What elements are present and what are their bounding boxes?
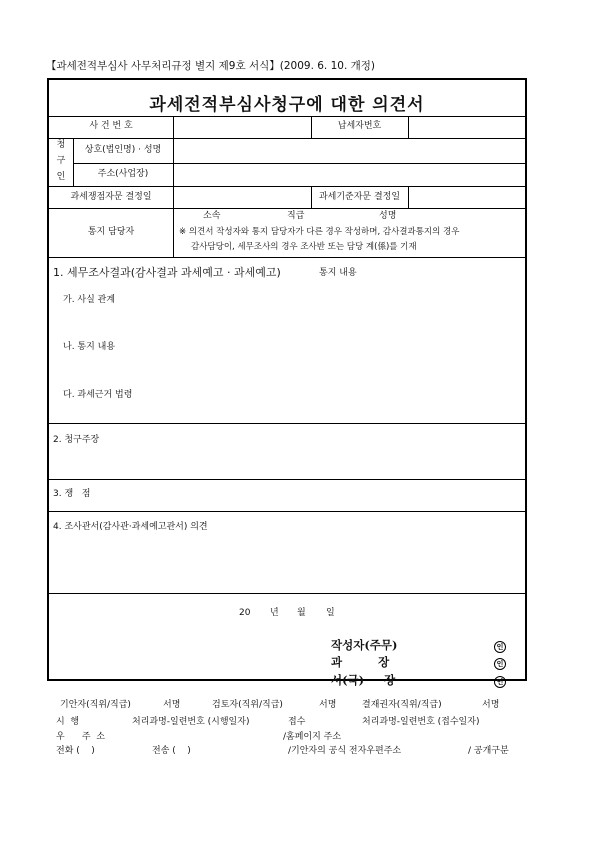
footer-enforce-no: 처리과명-일련번호 (시행일자) — [132, 717, 250, 727]
footer-receipt-no: 처리과명-일련번호 (접수일자) — [362, 717, 480, 727]
notice-note-line2: 감사담당이, 세무조사의 경우 조사반 또는 담당 계(係)를 기재 — [191, 242, 417, 252]
rule — [49, 479, 525, 480]
seal-icon: 인 — [494, 658, 506, 670]
rule — [49, 186, 525, 187]
claimant-address-label: 주소(사업장) — [97, 169, 149, 179]
rule — [49, 138, 525, 139]
section3-heading: 3. 쟁 점 — [53, 489, 91, 499]
claimant-side-1: 청 — [56, 140, 66, 150]
notice-note-line1: ※ 의견서 작성자와 통지 담당자가 다른 경우 작성하며, 감사결과통지의 경우 — [179, 227, 460, 237]
signature-chief: 과 장 — [331, 655, 390, 669]
footer-reviewer: 검토자(직위/직급) — [212, 700, 283, 710]
form-header: 【과세전적부심사 사무처리규정 별지 제9호 서식】(2009. 6. 10. 개정) — [46, 60, 376, 72]
rule — [49, 208, 525, 209]
issue-advice-date-label: 과세쟁점자문 결정일 — [70, 192, 152, 202]
footer-approver: 결재권자(직위/직급) — [362, 700, 442, 710]
date-day: 일 — [326, 608, 335, 618]
date-month: 월 — [297, 608, 306, 618]
section1-law: 다. 과세근거 법령 — [63, 390, 133, 400]
footer-sign-1: 서명 — [163, 700, 181, 710]
rule — [173, 116, 174, 257]
footer-homepage: /홈페이지 주소 — [283, 732, 342, 742]
claimant-side-2: 구 — [56, 156, 66, 166]
rule — [408, 116, 409, 138]
taxpayer-number-label: 납세자번호 — [337, 121, 382, 131]
rank-label: 직급 — [287, 211, 305, 221]
opinion-form — [47, 78, 527, 687]
form-title: 과세전적부심사청구에 대한 의견서 — [149, 95, 425, 115]
footer-disclosure: / 공개구분 — [468, 746, 509, 756]
footer-drafter: 기안자(직위/직급) — [60, 700, 131, 710]
date-year: 년 — [270, 608, 279, 618]
case-number-label: 사 건 번 호 — [89, 121, 133, 131]
rule — [73, 163, 525, 164]
affiliation-label: 소속 — [203, 211, 221, 221]
footer-sign-3: 서명 — [482, 700, 500, 710]
section4-heading: 4. 조사관서(감사관·과세예고관서) 의견 — [53, 522, 208, 532]
name-label: 성명 — [379, 211, 397, 221]
seal-icon: 인 — [494, 641, 506, 653]
standard-advice-date-label: 과세기준자문 결정일 — [318, 192, 401, 202]
rule — [49, 511, 525, 512]
rule — [49, 257, 525, 258]
notice-officer-label: 통지 담당자 — [87, 227, 135, 237]
rule — [408, 186, 409, 208]
claimant-side-3: 인 — [56, 172, 66, 182]
date-year-prefix: 20 — [239, 608, 251, 618]
rule — [49, 423, 525, 424]
section2-heading: 2. 청구주장 — [53, 435, 100, 445]
footer-phone: 전화 ( ) — [56, 746, 95, 756]
footer-fax: 전송 ( ) — [152, 746, 191, 756]
footer-enforce: 시 행 — [56, 717, 80, 727]
footer-sign-2: 서명 — [319, 700, 337, 710]
rule — [49, 116, 525, 117]
footer-email: /기안자의 공식 전자우편주소 — [288, 746, 402, 756]
section1-notice: 나. 통지 내용 — [63, 342, 116, 352]
signature-writer: 작성자(주무) — [331, 638, 398, 652]
claimant-name-label: 상호(법인명) · 성명 — [84, 145, 162, 155]
signature-director: 서(국) 장 — [331, 673, 396, 687]
section1-fact: 가. 사실 관계 — [63, 295, 116, 305]
section1-heading: 1. 세무조사결과(감사결과 과세예고 · 과세예고) — [53, 266, 281, 279]
rule — [49, 593, 525, 594]
footer-address: 우 주 소 — [56, 732, 105, 742]
footer-receipt: 접수 — [288, 717, 306, 727]
section1-heading-suffix: 통지 내용 — [319, 268, 357, 278]
seal-icon: 인 — [494, 676, 506, 688]
